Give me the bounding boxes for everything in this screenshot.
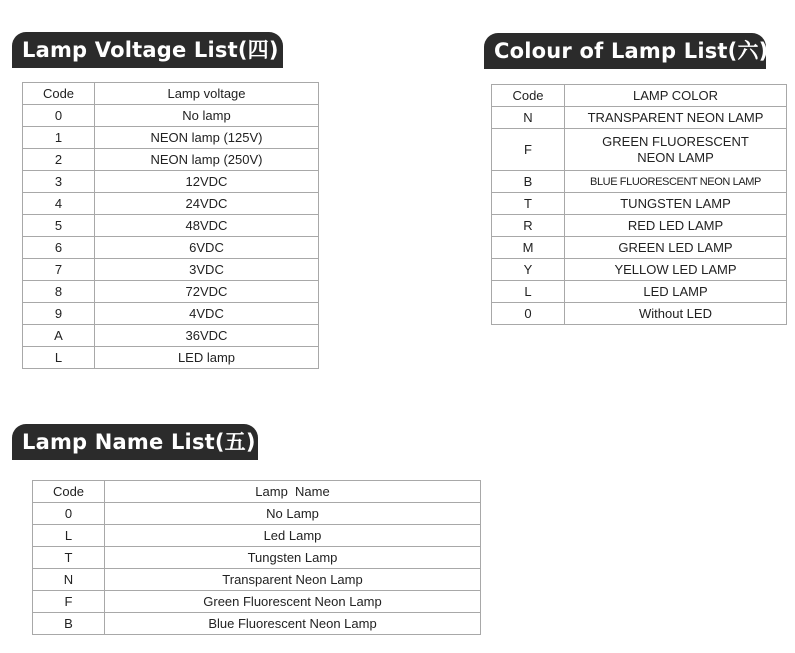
color-cell: GREEN LED LAMP — [565, 237, 787, 259]
name-cell: Tungsten Lamp — [105, 547, 481, 569]
column-header-lamp-name: Lamp Name — [105, 481, 481, 503]
code-cell: A — [23, 325, 95, 347]
voltage-cell: 12VDC — [95, 171, 319, 193]
table-row — [23, 325, 319, 347]
color-cell: BLUE FLUORESCENT NEON LAMP — [565, 171, 787, 193]
color-cell: GREEN FLUORESCENT NEON LAMP — [565, 129, 787, 171]
code-cell: F — [33, 591, 105, 613]
code-cell: T — [492, 193, 565, 215]
code-cell: Y — [492, 259, 565, 281]
table-row — [492, 259, 787, 281]
table-row — [23, 215, 319, 237]
table-row — [492, 193, 787, 215]
table-row — [23, 237, 319, 259]
table-row — [23, 171, 319, 193]
column-header-code: Code — [23, 83, 95, 105]
code-cell: 4 — [23, 193, 95, 215]
table-row — [492, 281, 787, 303]
name-cell: Led Lamp — [105, 525, 481, 547]
colour-of-lamp-list-title: Colour of Lamp List(六) — [484, 33, 766, 69]
code-cell: 0 — [33, 503, 105, 525]
table-row — [33, 547, 481, 569]
code-cell: 9 — [23, 303, 95, 325]
name-cell: No Lamp — [105, 503, 481, 525]
table-row — [33, 613, 481, 635]
code-cell: 7 — [23, 259, 95, 281]
column-header-code: Code — [33, 481, 105, 503]
lamp-colour-table — [491, 84, 787, 325]
lamp-name-list-title: Lamp Name List(五) — [12, 424, 258, 460]
code-cell: 8 — [23, 281, 95, 303]
color-cell: LED LAMP — [565, 281, 787, 303]
name-cell: Transparent Neon Lamp — [105, 569, 481, 591]
code-cell: 6 — [23, 237, 95, 259]
color-cell: RED LED LAMP — [565, 215, 787, 237]
voltage-cell: NEON lamp (250V) — [95, 149, 319, 171]
table-row — [492, 303, 787, 325]
voltage-cell: 4VDC — [95, 303, 319, 325]
code-cell: B — [33, 613, 105, 635]
lamp-voltage-table — [22, 82, 319, 369]
table-row — [33, 525, 481, 547]
code-cell: N — [492, 107, 565, 129]
code-cell: 3 — [23, 171, 95, 193]
code-cell: 0 — [23, 105, 95, 127]
code-cell: F — [492, 129, 565, 171]
code-cell: 0 — [492, 303, 565, 325]
table-row — [23, 303, 319, 325]
table-row — [23, 281, 319, 303]
table-row — [23, 105, 319, 127]
code-cell: M — [492, 237, 565, 259]
code-cell: 1 — [23, 127, 95, 149]
voltage-cell: 3VDC — [95, 259, 319, 281]
table-row — [33, 591, 481, 613]
color-cell: TRANSPARENT NEON LAMP — [565, 107, 787, 129]
table-row — [33, 569, 481, 591]
name-cell: Green Fluorescent Neon Lamp — [105, 591, 481, 613]
column-header-code: Code — [492, 85, 565, 107]
code-cell: N — [33, 569, 105, 591]
table-row — [23, 347, 319, 369]
code-cell: T — [33, 547, 105, 569]
color-cell: YELLOW LED LAMP — [565, 259, 787, 281]
code-cell: L — [23, 347, 95, 369]
lamp-voltage-list-title: Lamp Voltage List(四) — [12, 32, 283, 68]
table-header-row — [33, 481, 481, 503]
voltage-cell: 6VDC — [95, 237, 319, 259]
table-row — [23, 149, 319, 171]
color-cell: TUNGSTEN LAMP — [565, 193, 787, 215]
table-row — [33, 503, 481, 525]
code-cell: R — [492, 215, 565, 237]
name-cell: Blue Fluorescent Neon Lamp — [105, 613, 481, 635]
table-row — [492, 171, 787, 193]
table-row — [492, 107, 787, 129]
color-cell: Without LED — [565, 303, 787, 325]
table-row — [492, 215, 787, 237]
code-cell: B — [492, 171, 565, 193]
code-cell: 5 — [23, 215, 95, 237]
voltage-cell: 36VDC — [95, 325, 319, 347]
lamp-name-table — [32, 480, 481, 635]
voltage-cell: 72VDC — [95, 281, 319, 303]
voltage-cell: No lamp — [95, 105, 319, 127]
voltage-cell: 48VDC — [95, 215, 319, 237]
table-row — [492, 237, 787, 259]
code-cell: L — [33, 525, 105, 547]
table-row — [23, 127, 319, 149]
table-header-row — [23, 83, 319, 105]
voltage-cell: 24VDC — [95, 193, 319, 215]
table-row — [23, 259, 319, 281]
code-cell: L — [492, 281, 565, 303]
voltage-cell: NEON lamp (125V) — [95, 127, 319, 149]
table-row — [23, 193, 319, 215]
column-header-lamp-color: LAMP COLOR — [565, 85, 787, 107]
table-header-row — [492, 85, 787, 107]
voltage-cell: LED lamp — [95, 347, 319, 369]
table-row — [492, 129, 787, 171]
column-header-lamp-voltage: Lamp voltage — [95, 83, 319, 105]
code-cell: 2 — [23, 149, 95, 171]
